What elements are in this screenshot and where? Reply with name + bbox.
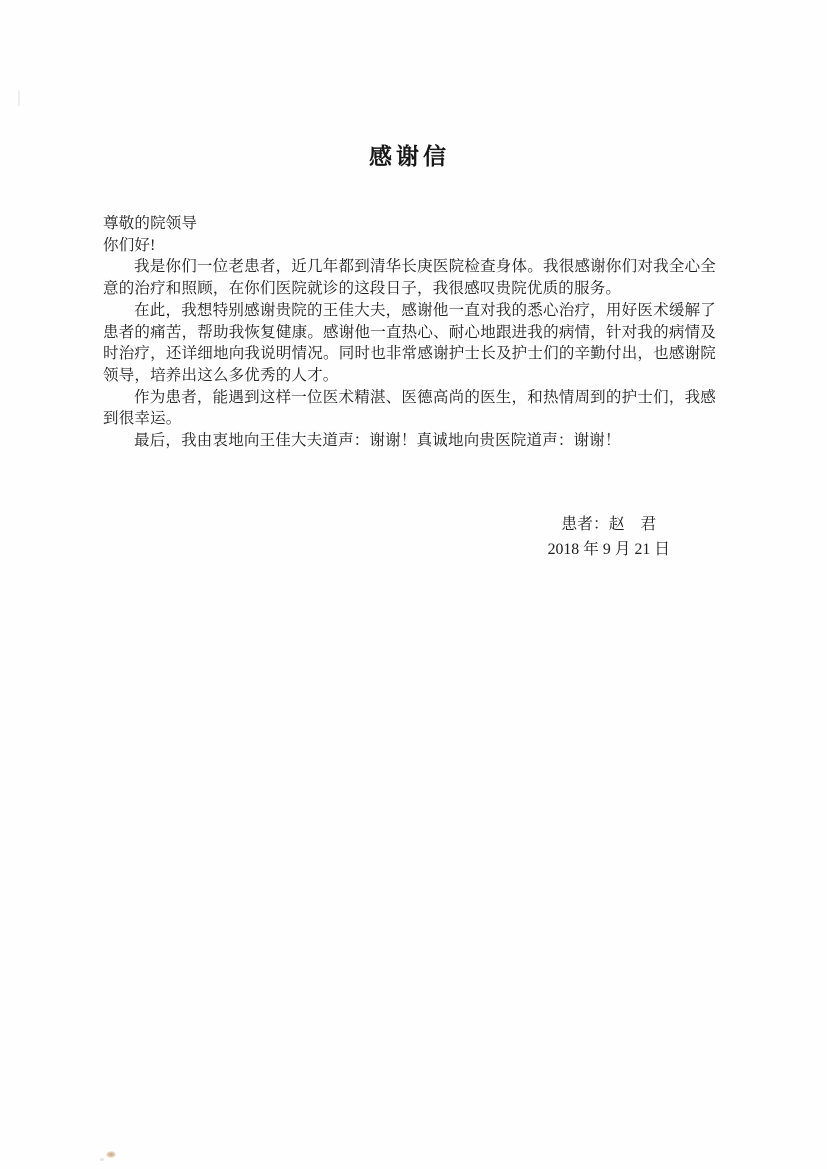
signature-name: 患者：赵 君 [561,515,657,533]
scan-speck [100,1158,104,1161]
letter-body [103,138,716,562]
greeting: 你们好! [103,236,156,254]
salutation: 尊敬的院领导 [103,215,198,232]
paragraph-3: 作为患者，能遇到这样一位医术精湛、医德高尚的医生，和热情周到的护士们，我感到很幸运。 [103,388,716,428]
paragraph-1: 我是你们一位老患者，近几年都到清华长庚医院检查身体。我很感谢你们对我全心全意的治疗和照顾，在你们医院就诊的这段日子，我很感叹贵院优质的服务。 [103,258,716,298]
paragraph-2: 在此，我想特别感谢贵院的王佳大夫，感谢他一直对我的悉心治疗，用好医术缓解了患者的痛苦，帮助我恢复健康。感谢他一直热心、耐心地跟进我的病情，针对我的病情及时治疗，还详细地向我说明情况。同时也非常感谢护士长及护士们的辛勤付出，也感谢院领导，培养出这么多优秀的人才。 [103,301,716,384]
letter-title: 感谢信 [369,144,450,169]
letter-text [103,213,716,452]
scan-stain [106,1151,116,1158]
signature-block [548,512,670,562]
scan-edge-mark [18,90,20,106]
paragraph-4: 最后，我由衷地向王佳大夫道声：谢谢！真诚地向贵医院道声：谢谢！ [134,432,621,450]
signature-date: 2018 年 9 月 21 日 [547,540,670,558]
